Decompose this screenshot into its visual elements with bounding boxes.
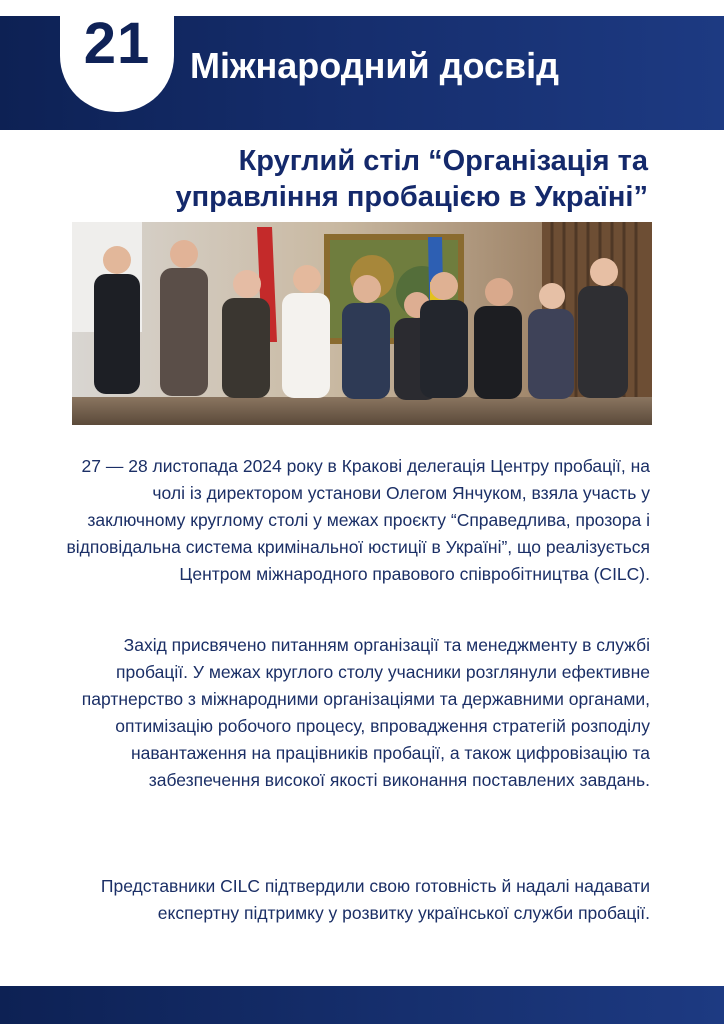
paragraph-1: 27 — 28 листопада 2024 року в Кракові делегація Центру пробації, на чолі із директором установи Олегом Янчуком, взяла участь у заключному круглому столі у межах проєкту “Справедлива, прозора і відповідальна система кримінальної юстиції в Україні”, що реалізується Центром міжнародного правового співробітництва (CILC). — [66, 456, 650, 584]
article-title — [48, 143, 648, 215]
article-title-line-2: управління пробацією в Україні” — [175, 181, 648, 213]
article-title-line-1: Круглий стіл “Організація та — [238, 145, 648, 177]
paragraph-2: Захід присвячено питанням організації та менеджменту в службі пробації. У межах круглого столу учасники розглянули ефективне партнерство з міжнародними організаціями та державними органами, оптимізацію робочого процесу, впровадження стратегій розподілу навантаження на працівників пробації, а також цифровізацію та забезпечення високої якості виконання поставлених завдань. — [81, 635, 650, 790]
section-title: Міжнародний досвід — [190, 45, 560, 86]
paragraph-3: Представники CILC підтвердили свою готовність й надалі надавати експертну підтримку у розвитку української служби пробації. — [100, 876, 650, 923]
page-number: 21 — [83, 11, 151, 76]
group-photo — [72, 222, 652, 425]
footer-band — [0, 986, 724, 1024]
group-photo-illustration — [72, 222, 652, 425]
